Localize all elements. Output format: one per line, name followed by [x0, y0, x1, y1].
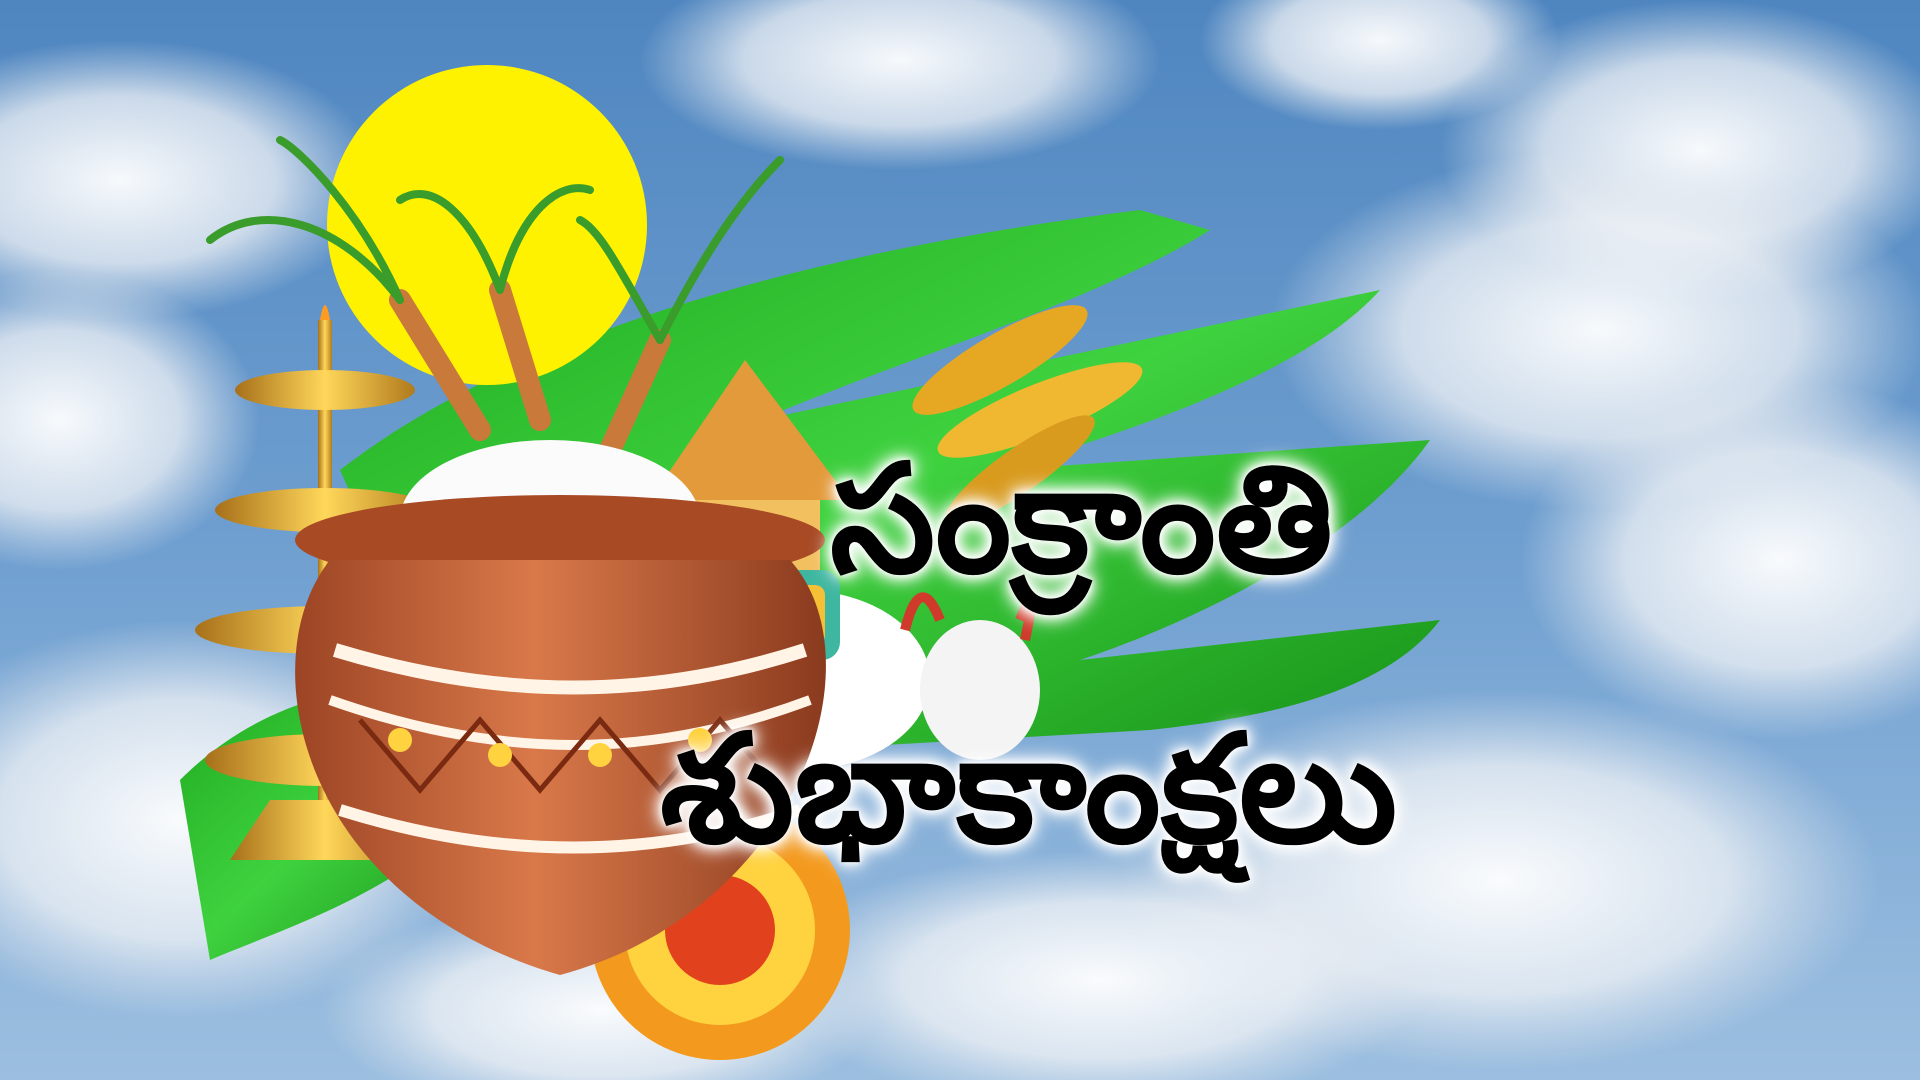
greeting-line-2: శుభాకాంక్షలు: [660, 703, 1398, 877]
sun-icon: [327, 65, 647, 385]
greeting-line-1: సంక్రాంతి: [830, 433, 1334, 607]
